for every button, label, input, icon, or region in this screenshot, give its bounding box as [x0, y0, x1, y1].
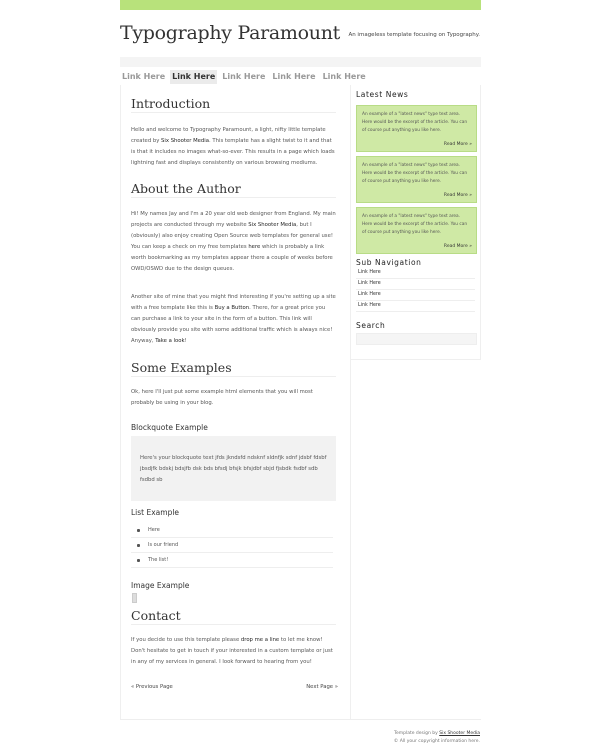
read-more-link[interactable]: Read More »: [443, 244, 472, 249]
list-item: [131, 553, 333, 568]
bullet-icon: [137, 559, 140, 562]
intro-paragraph: [131, 125, 336, 169]
list-item: [131, 523, 333, 538]
list-item-text: Here: [148, 527, 160, 533]
author-text-rest-2: which is probably a link worth bookmarking as my templates appear there a couple of weeks before OWD/OSWD due to the design queues.: [131, 244, 333, 272]
six-shooter-link[interactable]: Six Shooter Media: [161, 138, 210, 144]
examples-paragraph: Ok, here I'll just put some example html elements that you will most probably be using in your blog.: [131, 389, 313, 406]
sub-nav-link[interactable]: Link Here: [356, 301, 475, 312]
sub-nav-link[interactable]: Link Here: [356, 268, 475, 279]
author-paragraph-2: [131, 292, 336, 347]
previous-page-link[interactable]: « Previous Page: [131, 684, 173, 690]
top-accent-bar: [120, 0, 481, 10]
sub-nav-link[interactable]: Link Here: [356, 279, 475, 290]
design-credit-prefix: Template design by: [393, 731, 440, 736]
author-text-2-end: !: [184, 338, 187, 344]
intro-heading: Introduction: [131, 96, 336, 113]
search-input[interactable]: [356, 333, 477, 345]
blockquote: [131, 436, 336, 501]
sub-navigation-heading: Sub Navigation: [356, 258, 422, 267]
next-page-link[interactable]: Next Page »: [306, 684, 338, 690]
pager: [131, 684, 338, 690]
six-shooter-footer-link[interactable]: Six Shooter Media: [439, 731, 480, 736]
read-more-link[interactable]: Read More »: [443, 142, 472, 147]
footer-credits: [370, 730, 480, 746]
site-tagline: An imageless template focusing on Typography.: [348, 32, 480, 38]
site-title: Typography Paramount: [120, 22, 340, 44]
contact-text: If you decide to use this template please: [131, 637, 241, 643]
six-shooter-link[interactable]: Six Shooter Media: [248, 222, 297, 228]
news-item: [356, 105, 477, 152]
contact-text-rest: to let me know! Don't hesitate to get in touch if your interested in a custom template or just in any of my services in general. I look forward to hearing from you!: [131, 637, 333, 665]
author-paragraph-1: [131, 209, 336, 275]
example-image-placeholder: [132, 593, 137, 603]
list-item-text: The list!: [148, 557, 169, 563]
nav-link-active[interactable]: Link Here: [170, 70, 217, 84]
nav-link[interactable]: Link Here: [322, 72, 366, 81]
read-more-link[interactable]: Read More »: [443, 193, 472, 198]
list-item: [131, 538, 333, 553]
list-item-text: Is our friend: [148, 542, 179, 548]
nav-link[interactable]: Link Here: [222, 72, 266, 81]
sub-navigation-list: [356, 268, 475, 312]
bullet-icon: [137, 529, 140, 532]
author-text-rest: , but I (obviously) also enjoy creating Open Source web templates for general use! You can keep a check on my free templates: [131, 222, 333, 250]
nav-link[interactable]: Link Here: [122, 72, 166, 81]
image-heading: Image Example: [131, 581, 190, 590]
blockquote-heading: Blockquote Example: [131, 423, 208, 432]
design-credit: [370, 730, 480, 738]
news-item: [356, 156, 477, 203]
list-heading: List Example: [131, 508, 180, 517]
latest-news-heading: Latest News: [356, 90, 409, 99]
blockquote-text: Here's your blockquote text jfds jkndsfd ndsknf sldnfjk sdnf jdsbf fdsbf jbsdjfk bdskj bdsjfb dsk bds bfsdj bfsjk bfsjdbf sbjd fjsbdk fsdbf sdb fsdbd sb: [140, 455, 327, 483]
intro-text: Hello and welcome to Typography Paramount, a light, nifty little template created by: [131, 127, 326, 144]
contact-heading: Contact: [131, 608, 336, 625]
nav-link[interactable]: Link Here: [272, 72, 316, 81]
news-excerpt: An example of a "latest news" type text area. Here would be the excerpt of the article. You can of course put anything you like here.: [362, 214, 468, 235]
copyright-text: © All your copyright information here.: [393, 739, 480, 744]
author-text: Hi! My names Jay and I'm a 20 year old web designer from England. My main projects are conducted through my website: [131, 211, 336, 228]
sub-nav-link[interactable]: Link Here: [356, 290, 475, 301]
contact-paragraph: [131, 635, 336, 668]
news-excerpt: An example of a "latest news" type text area. Here would be the excerpt of the article. You can of course put anything you like here.: [362, 163, 468, 184]
drop-me-a-line-link[interactable]: drop me a line: [240, 637, 280, 643]
take-a-look-link[interactable]: Take a look: [155, 338, 185, 344]
footer-divider: [120, 719, 481, 720]
templates-link[interactable]: here: [248, 244, 261, 250]
bullet-icon: [137, 544, 140, 547]
author-heading: About the Author: [131, 181, 336, 198]
news-item: [356, 207, 477, 254]
intro-text-rest: . This template has a slight twist to it and that is that it includes no images what-so-ever. This results in a page which loads lightning fast and displays consistently on various browsing mediums.: [131, 138, 335, 166]
example-list: [131, 523, 333, 568]
buy-a-button-link[interactable]: Buy a Button: [214, 305, 250, 311]
search-heading: Search: [356, 321, 386, 330]
menu-strip: [120, 57, 481, 67]
examples-heading: Some Examples: [131, 360, 336, 377]
news-excerpt: An example of a "latest news" type text area. Here would be the excerpt of the article. You can of course put anything you like here.: [362, 112, 468, 133]
author-text-2-rest: . There, for a great price you can purchase a link to your site in the form of a button. This link will obviously provide you site with some additional traffic which is always nice! Anyway,: [131, 305, 333, 344]
author-text-2: Another site of mine that you might find interesting if you're setting up a site with a free template like this is: [131, 294, 336, 311]
main-nav: [120, 70, 371, 84]
